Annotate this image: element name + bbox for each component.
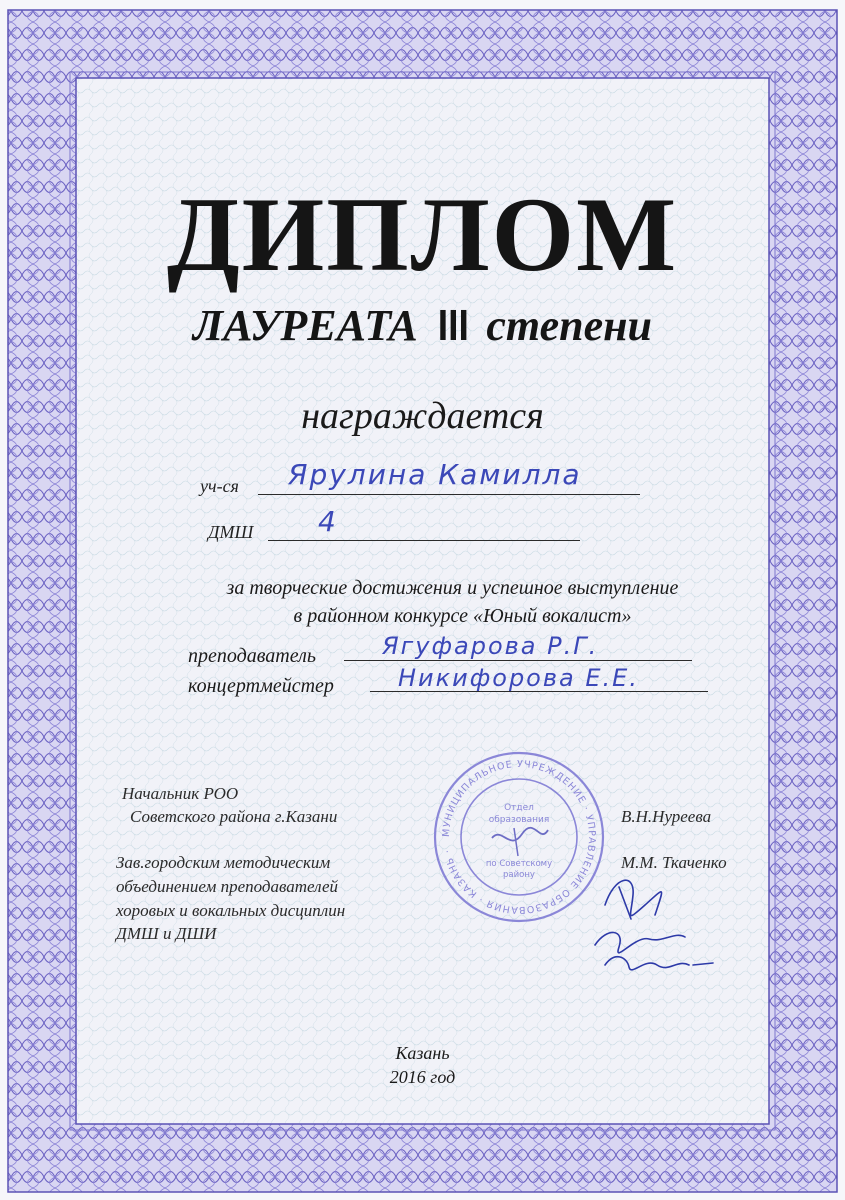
stamp-center-line-1: Отдел xyxy=(504,803,534,813)
handwritten-signatures xyxy=(585,865,725,985)
subtitle-laureate: ЛАУРЕАТА xyxy=(192,301,418,350)
association-title-line-3: хоровых и вокальных дисциплин xyxy=(116,901,346,920)
subtitle-degree-word: степени xyxy=(486,301,653,350)
student-label: уч-ся xyxy=(200,476,239,496)
accompanist-name-handwritten: Никифорова Е.Е. xyxy=(398,664,639,692)
footer-year: 2016 год xyxy=(389,1067,456,1087)
diploma-title: ДИПЛОМ xyxy=(166,176,679,293)
stamp-center-line-3: по Советскому xyxy=(485,859,553,869)
association-title-line-1: Зав.городским методическим xyxy=(116,853,331,872)
student-name-handwritten: Ярулина Камилла xyxy=(288,458,582,491)
association-title-line-4: ДМШ и ДШИ xyxy=(116,924,217,943)
accompanist-label: концертмейстер xyxy=(188,675,334,697)
official-stamp xyxy=(430,748,608,926)
school-number-handwritten: 4 xyxy=(318,505,338,538)
association-signatory-name: М.М. Ткаченко xyxy=(621,853,727,872)
awarded-heading: награждается xyxy=(301,395,544,437)
achievement-line-2: в районном конкурсе «Юный вокалист» xyxy=(293,605,632,627)
school-fill-line xyxy=(268,540,580,541)
teacher-name-handwritten: Ягуфарова Р.Г. xyxy=(382,632,599,660)
stamp-center-line-2: образования xyxy=(488,815,550,825)
roo-signatory-name: В.Н.Нуреева xyxy=(621,807,712,826)
roo-title-line-1: Начальник РОО xyxy=(122,784,239,803)
achievement-line-1: за творческие достижения и успешное выступление xyxy=(226,577,679,599)
footer-city: Казань xyxy=(395,1043,450,1063)
degree-roman-numeral: III xyxy=(437,301,469,350)
association-title-line-2: объединением преподавателей xyxy=(116,877,339,896)
school-label: ДМШ xyxy=(208,522,254,542)
teacher-label: преподаватель xyxy=(188,645,316,667)
roo-title-line-2: Советского района г.Казани xyxy=(130,807,338,826)
diploma-subtitle xyxy=(0,298,845,354)
stamp-ring-text: МУНИЦИПАЛЬНОЕ УЧРЕЖДЕНИЕ · УПРАВЛЕНИЕ ОБРАЗОВАНИЯ · КАЗАНЬ · xyxy=(440,758,598,916)
stamp-center-line-4: району xyxy=(503,870,535,880)
teacher-fill-line xyxy=(344,660,692,661)
student-fill-line xyxy=(258,494,640,495)
